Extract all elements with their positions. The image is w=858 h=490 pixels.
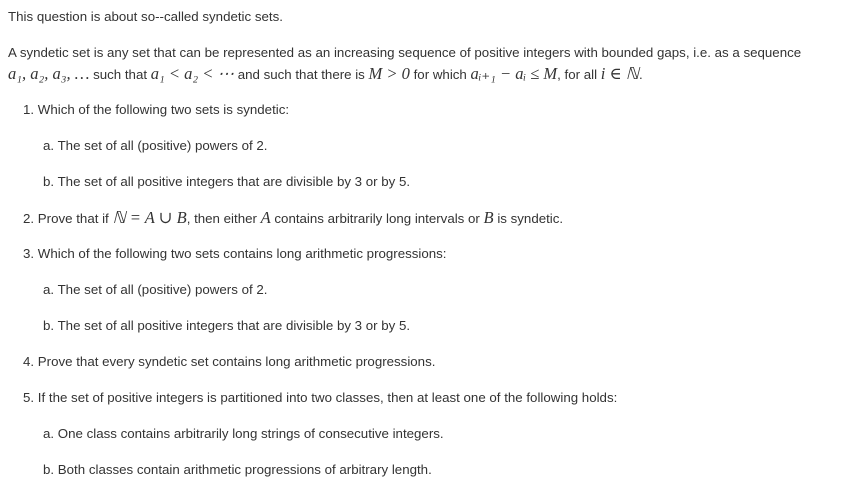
option-text: Both classes contain arithmetic progressions of arbitrary length.: [57, 462, 432, 477]
option-text: The set of all positive integers that are divisible by 3 or by 5.: [57, 174, 411, 189]
question-text-mid: , then either: [186, 211, 261, 226]
definition-line-2: [8, 65, 643, 84]
question-5-option-a: [43, 425, 444, 443]
question-number: 2.: [23, 211, 35, 226]
option-label: a.: [43, 138, 55, 153]
order-math: a₁ < a₂ < ⋯: [150, 64, 234, 83]
question-text-mid2: contains arbitrarily long intervals or: [270, 211, 484, 226]
set-a-math: A: [260, 208, 271, 227]
question-text: Which of the following two sets contains long arithmetic progressions:: [37, 246, 447, 261]
definition-text-for-which: for which: [409, 67, 471, 82]
option-label: b.: [43, 174, 55, 189]
question-3-option-a: [43, 281, 267, 299]
question-text-pre: Prove that if: [37, 211, 113, 226]
question-2: [23, 209, 563, 228]
sequence-math: a₁, a₂, a₃, …: [8, 64, 90, 83]
definition-text-and-such: and such that there is: [234, 67, 369, 82]
option-label: a.: [43, 282, 55, 297]
question-1: [23, 101, 289, 119]
question-text: Which of the following two sets is syndetic:: [37, 102, 290, 117]
question-5: [23, 389, 617, 407]
definition-text-for-all: , for all: [557, 67, 601, 82]
definition-line-1: A syndetic set is any set that can be represented as an increasing sequence of positive integers with bounded gaps, i.e. as a sequence: [8, 45, 802, 60]
option-text: The set of all (positive) powers of 2.: [57, 282, 268, 297]
question-4: [23, 353, 435, 371]
question-5-option-b: [43, 461, 432, 479]
question-text-post: is syndetic.: [493, 211, 564, 226]
definition-text-such-that: such that: [89, 67, 151, 82]
option-label: b.: [43, 318, 55, 333]
question-1-option-a: [43, 137, 267, 155]
option-text: The set of all positive integers that are divisible by 3 or by 5.: [57, 318, 411, 333]
option-label: b.: [43, 462, 55, 477]
question-3: [23, 245, 447, 263]
question-number: 3.: [23, 246, 35, 261]
option-text: The set of all (positive) powers of 2.: [57, 138, 268, 153]
question-text: If the set of positive integers is partitioned into two classes, then at least one of the following holds:: [37, 390, 618, 405]
partition-math: ℕ = A ∪ B: [112, 208, 187, 227]
question-text: Prove that every syndetic set contains long arithmetic progressions.: [37, 354, 436, 369]
forall-math: i ∈ ℕ: [600, 64, 640, 83]
question-3-option-b: [43, 317, 410, 335]
set-b-math: B: [483, 208, 494, 227]
intro-paragraph: This question is about so--called syndetic sets.: [8, 9, 283, 24]
question-number: 5.: [23, 390, 35, 405]
gap-math: aᵢ₊₁ − aᵢ ≤ M: [470, 64, 558, 83]
bound-math: M > 0: [368, 64, 410, 83]
question-number: 1.: [23, 102, 35, 117]
question-number: 4.: [23, 354, 35, 369]
question-1-option-b: [43, 173, 410, 191]
option-label: a.: [43, 426, 55, 441]
option-text: One class contains arbitrarily long strings of consecutive integers.: [57, 426, 444, 441]
definition-end: .: [639, 67, 643, 82]
